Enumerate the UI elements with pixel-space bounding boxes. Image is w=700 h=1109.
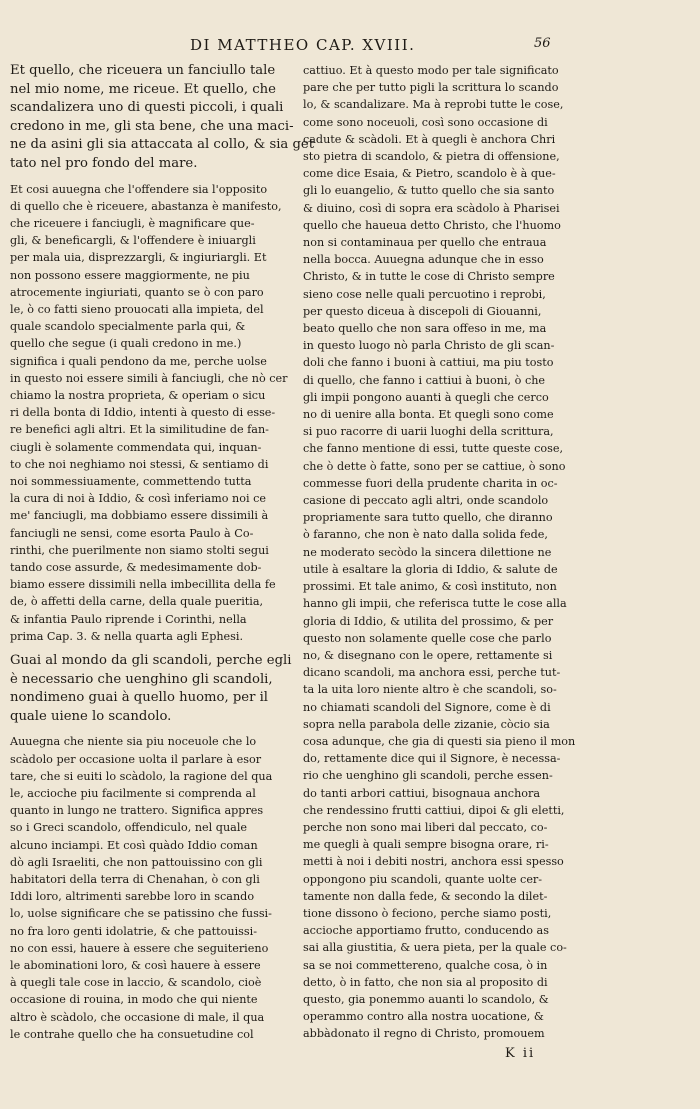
text-line: utile à esaltare la gloria di Iddio, & salute de [303,562,558,576]
text-line: ta la uita loro niente altro è che scandoli, so- [303,683,557,697]
text-line: doli che fanno i buoni à cattiui, ma piu tosto [303,356,554,370]
paragraph [10,181,288,645]
text-line: re benefici agli altri. Et la similitudine de fan- [10,423,269,437]
text-line: Guai al mondo da gli scandoli, perche egli [10,653,292,669]
text-line: in questo noi essere simili à fanciugli, che nò cer [10,371,288,385]
text-line: accioche apportiamo frutto, conducendo as [303,924,549,938]
text-line: me' fanciugli, ma dobbiamo essere dissimili à [10,509,269,523]
text-line: beato quello che non sara offeso in me, ma [303,322,547,336]
text-line: come dice Esaia, & Pietro, scandolo è à que- [303,167,556,181]
text-line: alcuno inciampi. Et così quàdo Iddio coman [10,838,258,852]
text-line: habitatori della terra di Chenahan, ò con gli [10,873,260,887]
text-line: tando cose assurde, & medesimamente dob- [10,561,262,575]
text-line: à quegli tale cose in laccio, & scandolo, cioè [10,976,262,990]
text-line: non si contaminaua per quello che entraua [303,236,547,250]
text-line: dò agli Israeliti, che non pattouissino con gli [10,855,263,869]
text-line: che fanno mentione di essi, tutte queste cose, [303,442,564,456]
text-line: sa se noi commettereno, qualche cosa, ò in [303,958,548,972]
text-line: perche non sono mai liberi dal peccato, co- [303,820,548,834]
text-line: rio che uenghino gli scandoli, perche essen- [303,769,553,783]
text-line: operammo contro alla nostra uocatione, & [303,1010,544,1024]
text-line: abbàdonato il regno di Christo, promouem [303,1027,545,1041]
text-line: propriamente sara tutto quello, che diranno [303,511,553,525]
text-line: Et cosi auuegna che l'offendere sia l'opposito [10,182,268,196]
text-line: chiamo la nostra proprieta, & operiam o sicu [10,389,266,402]
text-line: scàdolo per occasione uolta il parlare à esor [10,752,262,766]
text-line: ri della bonta di Iddio, intenti à questo di esse- [10,406,276,420]
text-line: Auuegna che niente sia piu noceuole che lo [10,735,257,749]
text-line: sai alla giustitia, & uera pieta, per la quale co- [303,941,567,955]
text-line: oppongono piu scandoli, quante uolte cer- [303,872,543,886]
text-line: lo, & scandalizare. Ma à reprobi tutte le cose, [303,98,564,112]
text-line: lo, uolse significare che se patissino che fussi- [10,907,272,921]
text-line: ciugli è solamente commendata qui, inquan- [10,440,262,454]
text-line: quanto in lungo ne trattero. Significa appres [10,804,264,818]
text-line: no di uenire alla bonta. Et quegli sono come [303,408,554,422]
text-line: quale uiene lo scandolo. [10,708,172,724]
text-line: si puo racorre di uarii luoghi della scrittura, [303,425,554,439]
text-line: dicano scandoli, ma anchora essi, perche tut- [303,666,561,680]
text-line: occasione di rouina, in modo che qui niente [10,993,258,1007]
text-line: Christo, & in tutte le cose di Christo sempre [303,270,555,284]
text-line: & diuino, così di sopra era scàdolo à Pharisei [303,201,560,215]
text-line: prossimi. Et tale animo, & così instituto, non [303,580,557,594]
text-line: commesse fuori della prudente charita in oc- [303,476,558,490]
text-line: prima Cap. 3. & nella quarta agli Ephesi. [10,629,244,643]
text-line: biamo essere dissimili nella imbecillita della fe [10,578,276,592]
text-line: quale scandolo specialmente parla qui, & [10,320,246,334]
paragraph [10,652,292,726]
text-line: tamente non dalla fede, & secondo la dilet- [303,889,548,903]
text-line: do, rettamente dice qui il Signore, è necessa- [303,752,561,766]
text-line: de, ò affetti della carne, della quale pueritia, [10,595,264,609]
paragraph [303,62,576,1043]
text-line: questo non solamente quelle cose che parlo [303,631,552,645]
text-line: to che noi neghiamo noi stessi, & sentiamo di [10,457,269,471]
text-line: pare che per tutto pigli la scrittura lo scando [303,81,559,95]
text-line: Iddi loro, altrimenti sarebbe loro in scando [10,890,255,904]
paragraph [10,733,283,1043]
text-line: che ò dette ò fatte, sono per se cattiue, ò sono [303,459,566,473]
text-line: per mala uia, disprezzargli, & ingiuriargli. Et [10,251,267,265]
text-line: altro è scàdolo, che occasione di male, il qua [10,1010,265,1024]
text-line: detto, ò in fatto, che non sia al proposito di [303,975,548,989]
text-line: è necessario che uenghino gli scandoli, [10,671,273,687]
running-title: DI MATTHEO CAP. XVIII. [190,36,416,54]
text-line: Et quello, che riceuera un fanciullo tale [10,63,276,78]
text-line: ne moderato secòdo la sincera dilettione ne [303,545,552,559]
text-line: cosa adunque, che gia di questi sia pieno il mon [303,734,576,748]
text-line: per questo diceua à discepoli di Giouanni, [303,304,542,318]
text-line: le contrahe quello che ha consuetudine col [10,1027,254,1041]
text-line: che rendessino frutti cattiui, dipoi & gli eletti, [303,803,565,817]
text-line: la cura di noi à Iddio, & così inferiamo noi ce [10,492,267,506]
text-line: no, & disegnano con le opere, rettamente si [303,648,553,662]
text-line: quello che segue (i quali credono in me.) [10,337,242,351]
text-line: non possono essere maggiormente, ne piu [10,268,250,282]
text-line: hanno gli impii, che referisca tutte le cose alla [303,597,567,611]
page-header [0,36,700,56]
text-line: quello che haueua detto Christo, che l'huomo [303,218,561,232]
text-line: no chiamati scandoli del Signore, come è di [303,700,551,714]
text-line: casione di peccato agli altri, onde scandolo [303,494,549,508]
text-line: nel mio nome, me riceue. Et quello, che [10,81,276,97]
text-line: come sono noceuoli, così sono occasione di [303,115,548,129]
text-line: atrocemente ingiuriati, quanto se ò con paro [10,285,264,299]
right-text-column [303,62,576,1050]
text-line: fanciugli ne sensi, come esorta Paulo à Co- [10,526,254,540]
text-line: cadute & scàdoli. Et à quegli è anchora Chri [303,132,556,146]
paragraph [10,62,315,174]
text-line: sopra nella parabola delle zizanie, còcio sia [303,717,550,731]
text-line: tare, che si euiti lo scàdolo, la ragione del qua [10,769,273,783]
text-line: sieno cose nelle quali percuotino i reprobi, [303,287,546,301]
text-line: le abominationi loro, & così hauere à essere [10,959,261,973]
text-line: gli, & beneficargli, & l'offendere è iniuargli [10,234,256,248]
folio-number: 56 [534,36,551,51]
text-line: no fra loro genti idolatrie, & che pattouissi- [10,924,258,938]
text-line: nondimeno guai à quello huomo, per il [10,690,269,706]
text-line: me quegli à quali sempre bisogna orare, ri- [303,838,549,852]
text-line: nella bocca. Auuegna adunque che in esso [303,253,544,267]
text-line: tato nel pro fondo del mare. [10,155,198,171]
text-line: noi sommessiuamente, commettendo tutta [10,475,252,489]
text-line: in questo luogo nò parla Christo de gli scan- [303,339,555,353]
text-line: scandalizera uno di questi piccoli, i quali [10,100,284,116]
text-line: che riceuere i fanciugli, è magnificare que- [10,216,255,230]
text-line: gloria di Iddio, & utilita del prossimo, & per [303,614,554,628]
text-line: questo, gia ponemmo auanti lo scandolo, & [303,992,549,1006]
text-line: ne da asini gli sia attaccata al collo, & sia get [10,137,315,153]
text-line: gli lo euangelio, & tutto quello che sia santo [303,184,555,198]
text-line: le, ò co fatti sieno prouocati alla impieta, del [10,302,264,316]
text-line: gli impii pongono auanti à quegli che cerco [303,390,549,404]
text-line: significa i quali pendono da me, perche uolse [10,354,267,368]
text-line: tione dissono ò feciono, perche siamo posti, [303,906,552,920]
text-line: sto pietra di scandolo, & pietra di offensione, [303,150,560,164]
text-line: le, accioche piu facilmente si comprenda al [10,787,256,801]
left-text-column [10,62,315,1050]
text-line: metti à noi i debiti nostri, anchora essi spesso [303,855,564,869]
text-line: ò faranno, che non è nato dalla solida fede, [303,528,548,542]
text-line: no con essi, hauere à essere che seguiterieno [10,941,269,955]
text-line: rinthi, che puerilmente non siamo stolti segui [10,543,269,557]
text-line: so i Greci scandolo, offendiculo, nel quale [10,821,248,835]
text-line: cattiuo. Et à questo modo per tale significato [303,64,559,77]
signature-mark: K ii [505,1046,536,1061]
text-line: di quello che è riceuere, abastanza è manifesto, [10,199,282,213]
text-line: di quello, che fanno i cattiui à buoni, ò che [303,373,546,387]
text-line: do tanti arbori cattiui, bisognaua anchora [303,786,541,800]
text-line: & infantia Paulo riprende i Corinthi, nella [10,612,247,626]
text-line: credono in me, gli sta bene, che una maci- [10,118,294,134]
